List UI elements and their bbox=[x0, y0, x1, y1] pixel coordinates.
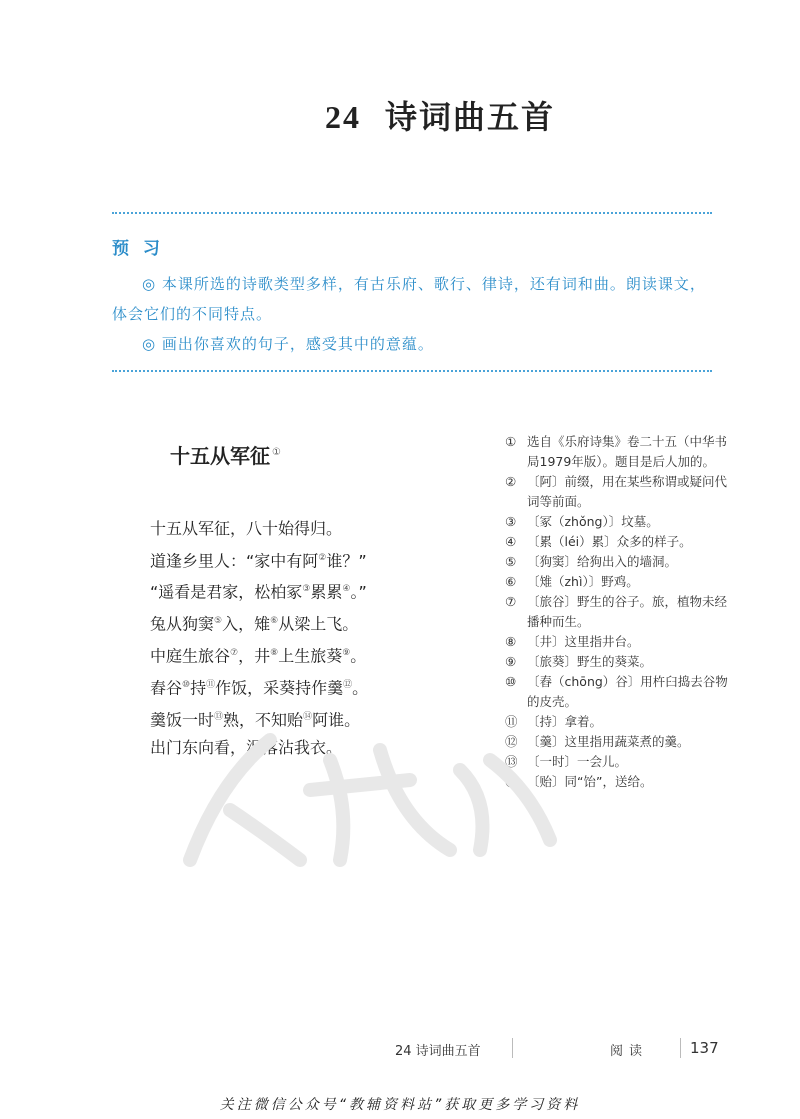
footnote-number: ③ bbox=[505, 514, 517, 529]
poem-text: 道逢乡里人：“家中有阿 bbox=[150, 550, 319, 570]
footnote-text: 〔狗窦〕给狗出入的墙洞。 bbox=[527, 554, 678, 569]
poem-line bbox=[150, 515, 368, 544]
footnote-item bbox=[505, 512, 730, 532]
footnote-number: ⑤ bbox=[505, 554, 517, 569]
poem-line bbox=[150, 639, 368, 671]
footer-separator-2 bbox=[680, 1038, 681, 1058]
footnote-item bbox=[505, 532, 730, 552]
poem-text: ，井 bbox=[238, 646, 271, 666]
footnote-number: ⑪ bbox=[505, 714, 518, 729]
footnote-number: ② bbox=[505, 474, 517, 489]
poem-text: 。” bbox=[350, 582, 367, 602]
footnote-item bbox=[505, 572, 730, 592]
footnote-text: 〔旅谷〕野生的谷子。旅，植物未经播种而生。 bbox=[527, 594, 728, 629]
footnote-item bbox=[505, 472, 730, 512]
poem-text: 作饭，采葵持作羹 bbox=[215, 678, 344, 698]
footnote-mark: ⑪ bbox=[206, 679, 216, 690]
footnote-number: ④ bbox=[505, 534, 517, 549]
poem-title-text: 十五从军征 bbox=[170, 444, 270, 468]
poem-text: “遥看是君家，松柏冢 bbox=[150, 582, 303, 602]
footer-section: 阅读 bbox=[610, 1044, 649, 1059]
poem-title-footnote-mark: ① bbox=[272, 447, 281, 459]
footnote-number: ⑬ bbox=[505, 754, 518, 769]
poem-line bbox=[150, 607, 368, 639]
poem-text: 持 bbox=[190, 678, 207, 698]
footnote-text: 〔旅葵〕野生的葵菜。 bbox=[527, 654, 653, 669]
poem-line bbox=[150, 544, 368, 576]
poem-text: 兔从狗窦 bbox=[150, 614, 215, 634]
poem-text: 熟，不知贻 bbox=[223, 709, 304, 729]
footnote-item bbox=[505, 672, 730, 712]
poem-text: 。 bbox=[350, 646, 367, 666]
page-footer bbox=[0, 1040, 800, 1060]
page-number: 137 bbox=[690, 1039, 719, 1057]
footnote-text: 〔冢（zhǒng）〕坟墓。 bbox=[527, 514, 659, 529]
preview-paragraph-2: ◎ 画出你喜欢的句子，感受其中的意蕴。 bbox=[142, 335, 434, 353]
footnote-mark: ⑧ bbox=[270, 647, 279, 658]
poem-line bbox=[150, 575, 368, 607]
poem-line bbox=[150, 671, 368, 703]
footnote-mark: ⑦ bbox=[230, 647, 239, 658]
publisher-watermark bbox=[150, 720, 570, 870]
poem-text: 累累 bbox=[310, 582, 343, 602]
footnote-text: 〔贻〕同“饴”，送给。 bbox=[527, 774, 653, 789]
footnote-number: ⑧ bbox=[505, 634, 517, 649]
poem-text: 上生旅葵 bbox=[278, 646, 343, 666]
footnote-mark: ⑨ bbox=[342, 647, 351, 658]
footnote-mark: ③ bbox=[302, 584, 311, 595]
footnote-number: ⑭ bbox=[505, 774, 518, 789]
footnote-text: 〔累（léi）累〕众多的样子。 bbox=[527, 534, 692, 549]
footnote-mark: ⑩ bbox=[182, 679, 191, 690]
footnote-text: 选自《乐府诗集》卷二十五（中华书局1979年版）。题目是后人加的。 bbox=[527, 434, 728, 469]
footer-separator bbox=[512, 1038, 513, 1058]
footnote-item bbox=[505, 632, 730, 652]
poem-text: 出门东向看，泪落沾我衣。 bbox=[150, 738, 343, 758]
footnote-mark: ⑥ bbox=[270, 616, 279, 627]
footnote-text: 〔舂（chōng）谷〕用杵臼捣去谷物的皮壳。 bbox=[527, 674, 728, 709]
promo-banner: 关注微信公众号“教辅资料站”获取更多学习资料 bbox=[219, 1097, 581, 1113]
footnote-item bbox=[505, 432, 730, 472]
preview-heading: 预 习 bbox=[112, 239, 164, 259]
poem-text: 舂谷 bbox=[150, 678, 183, 698]
footnote-number: ① bbox=[505, 434, 517, 449]
poem-text: 。 bbox=[352, 678, 369, 698]
preview-paragraph-1: ◎ 本课所选的诗歌类型多样，有古乐府、歌行、律诗，还有词和曲。朗读课文，体会它们的不同特点。 bbox=[112, 275, 706, 323]
poem-text: 十五从军征，八十始得归。 bbox=[150, 519, 343, 538]
dotted-divider-top bbox=[112, 212, 712, 214]
footnote-text: 〔一时〕一会儿。 bbox=[527, 754, 628, 769]
footnote-text: 〔羹〕这里指用蔬菜煮的羹。 bbox=[527, 734, 690, 749]
preview-box bbox=[112, 234, 712, 359]
footnote-item bbox=[505, 592, 730, 632]
lesson-title bbox=[325, 92, 555, 138]
poem-text: 羹饭一时 bbox=[150, 709, 215, 729]
footnote-mark: ② bbox=[318, 552, 327, 563]
footnote-mark: ⑬ bbox=[214, 711, 224, 722]
poem-text: 从梁上飞。 bbox=[278, 614, 359, 634]
footnote-mark: ⑤ bbox=[214, 616, 223, 627]
poem-text: 阿谁。 bbox=[312, 709, 361, 729]
footnote-text: 〔阿〕前缀，用在某些称谓或疑问代词等前面。 bbox=[527, 474, 728, 509]
poem-title bbox=[170, 440, 281, 469]
footnote-text: 〔井〕这里指井台。 bbox=[527, 634, 640, 649]
footer-lesson: 24 诗词曲五首 bbox=[395, 1044, 481, 1059]
poem-text: 入，雉 bbox=[222, 614, 271, 634]
poem-text: 中庭生旅谷 bbox=[150, 646, 231, 666]
footnote-number: ⑩ bbox=[505, 674, 517, 689]
poem-text: 谁？” bbox=[326, 550, 367, 570]
dotted-divider-bottom bbox=[112, 370, 712, 372]
footnote-item bbox=[505, 652, 730, 672]
footnote-number: ⑦ bbox=[505, 594, 517, 609]
lesson-title-text: 诗词曲五首 bbox=[385, 98, 556, 136]
footnote-mark: ⑫ bbox=[343, 679, 353, 690]
footnote-item bbox=[505, 552, 730, 572]
footnote-text: 〔持〕拿着。 bbox=[527, 714, 603, 729]
footnote-number: ⑥ bbox=[505, 574, 517, 589]
footnote-number: ⑨ bbox=[505, 654, 517, 669]
lesson-number: 24 bbox=[325, 99, 361, 135]
footnote-mark: ⑭ bbox=[303, 711, 313, 722]
footnote-number: ⑫ bbox=[505, 734, 518, 749]
footnote-text: 〔雉（zhì）〕野鸡。 bbox=[527, 574, 639, 589]
footnote-mark: ④ bbox=[342, 584, 351, 595]
